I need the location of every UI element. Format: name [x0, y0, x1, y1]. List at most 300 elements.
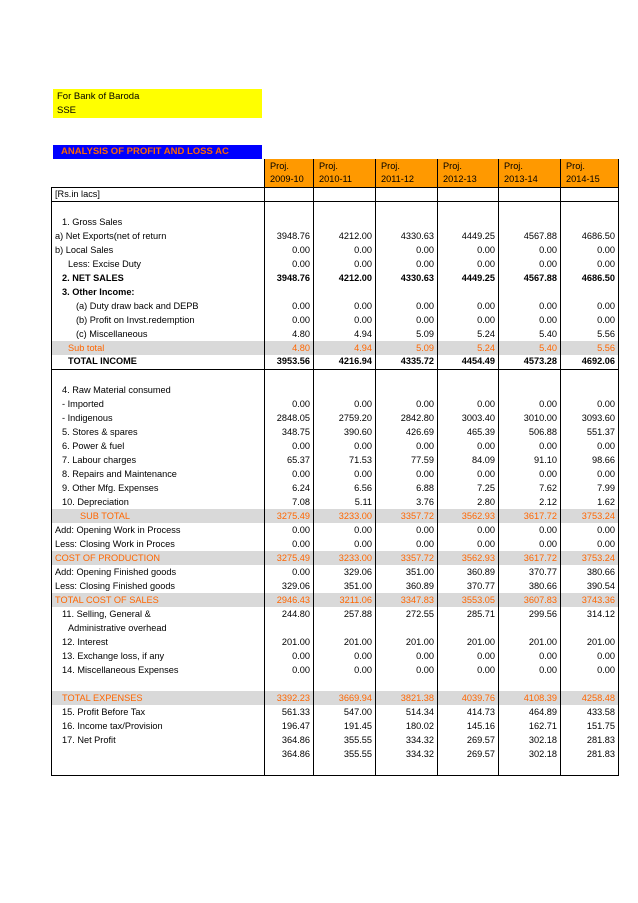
row-label: Administrative overhead [52, 621, 265, 635]
value-cell: 272.55 [376, 607, 438, 621]
value-cell: 433.58 [561, 705, 619, 719]
value-cell: 201.00 [376, 635, 438, 649]
table-row [52, 453, 619, 467]
table-row [52, 257, 619, 271]
table-row [52, 705, 619, 719]
value-cell [265, 285, 314, 299]
value-cell: 84.09 [438, 453, 499, 467]
value-cell: 0.00 [499, 397, 561, 411]
row-label: 11. Selling, General & [52, 607, 265, 621]
value-cell [561, 215, 619, 229]
value-cell: 3357.72 [376, 509, 438, 523]
table-row [52, 719, 619, 733]
value-cell: 355.55 [314, 747, 376, 761]
value-cell: 1.62 [561, 495, 619, 509]
header-row-proj [52, 159, 619, 173]
table-row [52, 691, 619, 705]
value-cell [499, 383, 561, 397]
value-cell: 3093.60 [561, 411, 619, 425]
value-cell: 4686.50 [561, 271, 619, 285]
value-cell: 0.00 [376, 663, 438, 677]
value-cell [314, 383, 376, 397]
table-row [52, 509, 619, 523]
value-cell: 3347.83 [376, 593, 438, 607]
row-label: 10. Depreciation [52, 495, 265, 509]
table-row [52, 285, 619, 299]
value-cell: 355.55 [314, 733, 376, 747]
value-cell: 4.94 [314, 341, 376, 355]
value-cell: 334.32 [376, 733, 438, 747]
year-header: 2014-15 [561, 173, 619, 187]
value-cell: 5.56 [561, 341, 619, 355]
row-label: 6. Power & fuel [52, 439, 265, 453]
value-cell: 7.25 [438, 481, 499, 495]
value-cell: 4449.25 [438, 229, 499, 243]
value-cell: 281.83 [561, 733, 619, 747]
value-cell: 0.00 [499, 313, 561, 327]
value-cell: 514.34 [376, 705, 438, 719]
value-cell: 0.00 [265, 467, 314, 481]
value-cell: 302.18 [499, 747, 561, 761]
value-cell [561, 677, 619, 691]
value-cell: 0.00 [499, 523, 561, 537]
value-cell: 329.06 [314, 565, 376, 579]
table-row [52, 369, 619, 383]
value-cell: 3553.05 [438, 593, 499, 607]
row-label: 15. Profit Before Tax [52, 705, 265, 719]
value-cell: 0.00 [561, 397, 619, 411]
value-cell: 180.02 [376, 719, 438, 733]
value-cell [376, 761, 438, 775]
value-cell: 244.80 [265, 607, 314, 621]
value-cell [376, 621, 438, 635]
value-cell: 380.66 [561, 565, 619, 579]
table-row [52, 663, 619, 677]
value-cell [314, 369, 376, 383]
value-cell: 4.94 [314, 327, 376, 341]
proj-label: Proj. [314, 159, 376, 173]
row-label: Add: Opening Work in Process [52, 523, 265, 537]
value-cell: 0.00 [314, 523, 376, 537]
value-cell: 0.00 [499, 467, 561, 481]
value-cell: 7.99 [561, 481, 619, 495]
table-row [52, 621, 619, 635]
row-label: 12. Interest [52, 635, 265, 649]
value-cell [376, 285, 438, 299]
value-cell: 4686.50 [561, 229, 619, 243]
value-cell: 551.37 [561, 425, 619, 439]
value-cell: 0.00 [376, 243, 438, 257]
value-cell: 2842.80 [376, 411, 438, 425]
row-label: Sub total [52, 341, 265, 355]
value-cell: 0.00 [265, 523, 314, 537]
row-label: 4. Raw Material consumed [52, 383, 265, 397]
value-cell: 314.12 [561, 607, 619, 621]
value-cell [438, 621, 499, 635]
value-cell: 370.77 [438, 579, 499, 593]
value-cell: 426.69 [376, 425, 438, 439]
value-cell: 0.00 [561, 649, 619, 663]
value-cell: 4449.25 [438, 271, 499, 285]
value-cell: 0.00 [561, 523, 619, 537]
value-cell: 3233.00 [314, 509, 376, 523]
table-row [52, 215, 619, 229]
row-label: (c) Miscellaneous [52, 327, 265, 341]
value-cell: 191.45 [314, 719, 376, 733]
table-row [52, 383, 619, 397]
value-cell: 0.00 [376, 537, 438, 551]
value-cell: 4212.00 [314, 271, 376, 285]
row-label: Less: Excise Duty [52, 257, 265, 271]
table-row [52, 313, 619, 327]
value-cell [499, 761, 561, 775]
value-cell: 3357.72 [376, 551, 438, 565]
proj-label: Proj. [561, 159, 619, 173]
table-row [52, 439, 619, 453]
table-row [52, 327, 619, 341]
value-cell: 4216.94 [314, 355, 376, 369]
value-cell: 0.00 [561, 243, 619, 257]
row-label: 5. Stores & spares [52, 425, 265, 439]
value-cell: 370.77 [499, 565, 561, 579]
value-cell: 3010.00 [499, 411, 561, 425]
bank-header [53, 89, 262, 118]
value-cell: 0.00 [376, 649, 438, 663]
value-cell [438, 677, 499, 691]
value-cell: 0.00 [376, 439, 438, 453]
value-cell: 0.00 [499, 243, 561, 257]
blank-row [52, 201, 619, 215]
value-cell: 0.00 [561, 537, 619, 551]
value-cell: 0.00 [265, 439, 314, 453]
value-cell: 0.00 [314, 397, 376, 411]
value-cell: 4454.49 [438, 355, 499, 369]
row-label: 8. Repairs and Maintenance [52, 467, 265, 481]
value-cell: 0.00 [438, 257, 499, 271]
table-row [52, 579, 619, 593]
value-cell: 0.00 [438, 313, 499, 327]
value-cell: 390.60 [314, 425, 376, 439]
table-row [52, 649, 619, 663]
row-label: 7. Labour charges [52, 453, 265, 467]
value-cell: 3275.49 [265, 551, 314, 565]
value-cell [314, 215, 376, 229]
table-row [52, 747, 619, 761]
year-header: 2009-10 [265, 173, 314, 187]
value-cell: 2.12 [499, 495, 561, 509]
value-cell: 0.00 [314, 313, 376, 327]
value-cell: 3562.93 [438, 509, 499, 523]
value-cell: 0.00 [265, 565, 314, 579]
value-cell: 2946.43 [265, 593, 314, 607]
row-label: Less: Closing Finished goods [52, 579, 265, 593]
year-header: 2010-11 [314, 173, 376, 187]
value-cell [438, 383, 499, 397]
value-cell: 0.00 [376, 523, 438, 537]
value-cell: 2759.20 [314, 411, 376, 425]
value-cell: 3948.76 [265, 271, 314, 285]
row-label: 16. Income tax/Provision [52, 719, 265, 733]
year-header: 2013-14 [499, 173, 561, 187]
value-cell: 0.00 [561, 439, 619, 453]
table-row [52, 593, 619, 607]
value-cell: 5.09 [376, 341, 438, 355]
value-cell: 7.08 [265, 495, 314, 509]
value-cell [265, 677, 314, 691]
value-cell: 3275.49 [265, 509, 314, 523]
value-cell: 7.62 [499, 481, 561, 495]
value-cell: 162.71 [499, 719, 561, 733]
value-cell: 3.76 [376, 495, 438, 509]
value-cell [499, 369, 561, 383]
row-label: 13. Exchange loss, if any [52, 649, 265, 663]
value-cell: 5.11 [314, 495, 376, 509]
value-cell: 0.00 [561, 663, 619, 677]
value-cell: 0.00 [314, 663, 376, 677]
value-cell [438, 285, 499, 299]
value-cell [314, 621, 376, 635]
value-cell: 3562.93 [438, 551, 499, 565]
value-cell: 3669.94 [314, 691, 376, 705]
proj-label: Proj. [376, 159, 438, 173]
value-cell: 4335.72 [376, 355, 438, 369]
row-label [52, 677, 265, 691]
value-cell: 351.00 [314, 579, 376, 593]
value-cell [265, 761, 314, 775]
value-cell [376, 383, 438, 397]
value-cell: 0.00 [438, 439, 499, 453]
value-cell: 0.00 [438, 243, 499, 257]
value-cell: 2.80 [438, 495, 499, 509]
value-cell: 98.66 [561, 453, 619, 467]
row-label: TOTAL INCOME [52, 355, 265, 369]
value-cell [376, 215, 438, 229]
table-row [52, 243, 619, 257]
row-label: b) Local Sales [52, 243, 265, 257]
value-cell: 360.89 [438, 565, 499, 579]
value-cell: 3617.72 [499, 551, 561, 565]
value-cell: 5.24 [438, 327, 499, 341]
table-row [52, 299, 619, 313]
row-label: a) Net Exports(net of return [52, 229, 265, 243]
value-cell: 3743.36 [561, 593, 619, 607]
value-cell: 3233.00 [314, 551, 376, 565]
value-cell: 201.00 [438, 635, 499, 649]
value-cell: 0.00 [314, 467, 376, 481]
value-cell: 334.32 [376, 747, 438, 761]
value-cell: 414.73 [438, 705, 499, 719]
value-cell: 4108.39 [499, 691, 561, 705]
bank-name: For Bank of Baroda [57, 91, 140, 102]
row-label: TOTAL COST OF SALES [52, 593, 265, 607]
value-cell: 4.80 [265, 327, 314, 341]
value-cell: 0.00 [561, 257, 619, 271]
year-header: 2011-12 [376, 173, 438, 187]
value-cell: 71.53 [314, 453, 376, 467]
table-row [52, 411, 619, 425]
row-label: 2. NET SALES [52, 271, 265, 285]
table-row [52, 551, 619, 565]
value-cell: 0.00 [438, 397, 499, 411]
value-cell: 151.75 [561, 719, 619, 733]
branch-code: SSE [57, 105, 77, 116]
value-cell: 465.39 [438, 425, 499, 439]
value-cell: 77.59 [376, 453, 438, 467]
value-cell [376, 369, 438, 383]
value-cell [438, 761, 499, 775]
value-cell: 4330.63 [376, 271, 438, 285]
value-cell: 360.89 [376, 579, 438, 593]
value-cell: 3953.56 [265, 355, 314, 369]
value-cell: 196.47 [265, 719, 314, 733]
table-row [52, 397, 619, 411]
row-label: SUB TOTAL [52, 509, 265, 523]
value-cell: 6.24 [265, 481, 314, 495]
value-cell: 6.56 [314, 481, 376, 495]
value-cell: 0.00 [561, 467, 619, 481]
value-cell [499, 285, 561, 299]
value-cell: 201.00 [499, 635, 561, 649]
value-cell: 0.00 [314, 299, 376, 313]
value-cell: 380.66 [499, 579, 561, 593]
value-cell: 0.00 [499, 649, 561, 663]
value-cell: 65.37 [265, 453, 314, 467]
value-cell: 0.00 [499, 257, 561, 271]
value-cell [438, 215, 499, 229]
value-cell: 0.00 [376, 299, 438, 313]
row-label: - Imported [52, 397, 265, 411]
value-cell: 0.00 [265, 299, 314, 313]
row-label: - Indigenous [52, 411, 265, 425]
table-row [52, 425, 619, 439]
value-cell: 285.71 [438, 607, 499, 621]
table-row [52, 481, 619, 495]
value-cell: 0.00 [265, 243, 314, 257]
report-title: ANALYSIS OF PROFIT AND LOSS AC [53, 145, 262, 159]
table-row [52, 355, 619, 369]
table-row [52, 229, 619, 243]
value-cell: 0.00 [438, 649, 499, 663]
value-cell: 4212.00 [314, 229, 376, 243]
value-cell: 3753.24 [561, 551, 619, 565]
row-label: 14. Miscellaneous Expenses [52, 663, 265, 677]
value-cell: 299.56 [499, 607, 561, 621]
value-cell [561, 621, 619, 635]
value-cell: 269.57 [438, 747, 499, 761]
value-cell: 5.56 [561, 327, 619, 341]
value-cell: 3003.40 [438, 411, 499, 425]
value-cell: 5.09 [376, 327, 438, 341]
value-cell [314, 761, 376, 775]
value-cell: 0.00 [376, 467, 438, 481]
value-cell: 257.88 [314, 607, 376, 621]
value-cell: 0.00 [376, 257, 438, 271]
table-row [52, 537, 619, 551]
value-cell: 390.54 [561, 579, 619, 593]
value-cell: 0.00 [314, 439, 376, 453]
row-label: 17. Net Profit [52, 733, 265, 747]
row-label: (a) Duty draw back and DEPB [52, 299, 265, 313]
value-cell: 0.00 [265, 397, 314, 411]
value-cell: 0.00 [499, 439, 561, 453]
value-cell: 364.86 [265, 733, 314, 747]
value-cell: 201.00 [561, 635, 619, 649]
value-cell: 0.00 [438, 523, 499, 537]
value-cell: 0.00 [314, 537, 376, 551]
value-cell: 302.18 [499, 733, 561, 747]
table-row [52, 523, 619, 537]
value-cell: 0.00 [265, 663, 314, 677]
value-cell: 0.00 [265, 649, 314, 663]
value-cell: 4567.88 [499, 229, 561, 243]
value-cell [561, 285, 619, 299]
value-cell: 281.83 [561, 747, 619, 761]
value-cell: 4039.76 [438, 691, 499, 705]
value-cell: 0.00 [438, 663, 499, 677]
value-cell: 0.00 [499, 663, 561, 677]
value-cell: 547.00 [314, 705, 376, 719]
value-cell: 4258.48 [561, 691, 619, 705]
value-cell [561, 761, 619, 775]
value-cell: 4567.88 [499, 271, 561, 285]
value-cell: 348.75 [265, 425, 314, 439]
value-cell: 0.00 [561, 313, 619, 327]
value-cell: 6.88 [376, 481, 438, 495]
value-cell: 0.00 [438, 467, 499, 481]
value-cell: 3617.72 [499, 509, 561, 523]
table-row [52, 495, 619, 509]
table-row [52, 271, 619, 285]
table-row [52, 467, 619, 481]
value-cell: 5.40 [499, 341, 561, 355]
row-label: COST OF PRODUCTION [52, 551, 265, 565]
value-cell: 2848.05 [265, 411, 314, 425]
value-cell: 4692.06 [561, 355, 619, 369]
value-cell: 201.00 [265, 635, 314, 649]
table-row [52, 607, 619, 621]
value-cell: 0.00 [438, 299, 499, 313]
year-header: 2012-13 [438, 173, 499, 187]
row-label [52, 369, 265, 383]
value-cell: 0.00 [314, 243, 376, 257]
proj-label: Proj. [499, 159, 561, 173]
value-cell: 0.00 [499, 537, 561, 551]
value-cell: 3821.38 [376, 691, 438, 705]
value-cell: 561.33 [265, 705, 314, 719]
table-row [52, 341, 619, 355]
value-cell: 0.00 [376, 313, 438, 327]
row-label: 1. Gross Sales [52, 215, 265, 229]
row-label: 9. Other Mfg. Expenses [52, 481, 265, 495]
value-cell [561, 369, 619, 383]
table-row [52, 635, 619, 649]
value-cell: 269.57 [438, 733, 499, 747]
value-cell [499, 677, 561, 691]
value-cell: 3392.23 [265, 691, 314, 705]
value-cell [265, 215, 314, 229]
table-row [52, 761, 619, 775]
row-label [52, 761, 265, 775]
value-cell: 91.10 [499, 453, 561, 467]
value-cell: 0.00 [499, 299, 561, 313]
value-cell: 4573.28 [499, 355, 561, 369]
value-cell: 3211.06 [314, 593, 376, 607]
value-cell [314, 677, 376, 691]
value-cell: 3607.83 [499, 593, 561, 607]
value-cell: 0.00 [265, 257, 314, 271]
value-cell [376, 677, 438, 691]
value-cell [561, 383, 619, 397]
